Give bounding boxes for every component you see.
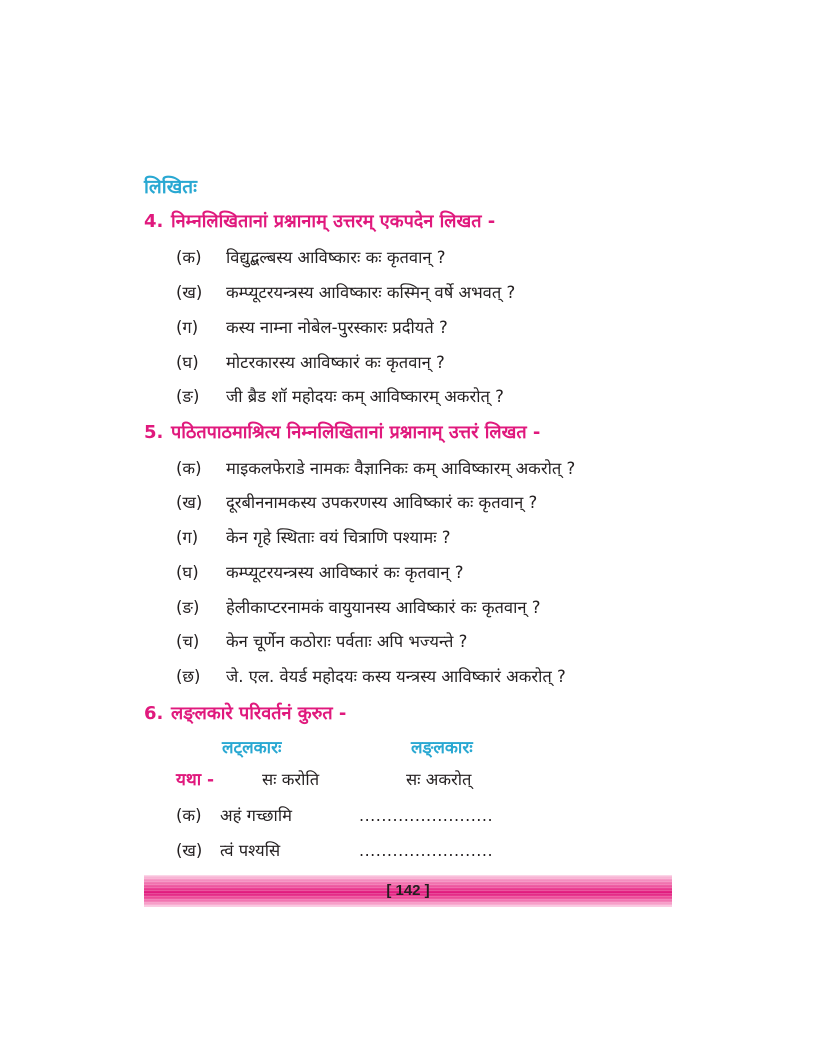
answer-blank: ........................ [359,841,494,860]
question-4-text: निम्नलिखितानां प्रश्नानाम् उत्तरम् एकपदेन लिखत - [171,211,496,232]
item-text: केन चूर्णेन कठोराः पर्वताः अपि भज्यन्ते ? [226,632,468,651]
item-marker: (घ) [176,353,199,372]
item-text: जे. एल. वेयर्ड महोदयः कस्य यन्त्रस्य आविष्कारं अकरोत् ? [226,667,566,686]
item-text: जी ब्रैड शॉ महोदयः कम् आविष्कारम् अकरोत् ? [226,387,504,406]
item-text: कम्प्यूटरयन्त्रस्य आविष्कारं कः कृतवान् ? [226,563,464,582]
item-text: अहं गच्छामि [220,806,292,825]
item-marker: (ग) [176,528,199,547]
question-5-title [144,420,540,444]
item-text: माइकलफेराडे नामकः वैज्ञानिकः कम् आविष्कारम् अकरोत् ? [226,459,576,478]
question-4-item [176,315,448,338]
question-5-item [176,629,467,652]
item-text: मोटरकारस्य आविष्कारं कः कृतवान् ? [226,353,445,372]
question-5-item [176,595,541,618]
item-marker: (छ) [176,667,201,686]
example-label: यथा - [176,770,215,790]
question-5-number: 5. [144,422,164,443]
page-number: [ 142 ] [386,882,430,899]
question-5-item [176,664,566,687]
question-5-text: पठितपाठमाश्रित्य निम्नलिखितानां प्रश्नानाम् उत्तरं लिखत - [171,422,541,443]
item-text: कम्प्यूटरयन्त्रस्य आविष्कारः कस्मिन् वर्षे अभवत् ? [226,283,516,302]
item-marker: (ङ) [176,387,200,406]
item-marker: (क) [176,459,202,478]
example-lang-form: सः अकरोत् [406,770,472,789]
question-4-item [176,280,515,303]
item-marker: (ङ) [176,598,200,617]
item-marker: (क) [176,248,202,267]
question-4-title [144,209,495,233]
item-marker: (च) [176,632,200,651]
question-5-item [176,560,464,583]
item-text: दूरबीननामकस्य उपकरणस्य आविष्कारं कः कृतवान् ? [226,493,538,512]
question-4-number: 4. [144,211,164,232]
item-marker: (घ) [176,563,199,582]
item-marker: (ख) [176,841,203,860]
section-heading: लिखितः [144,176,197,198]
answer-blank: ........................ [359,806,494,825]
question-4-item [176,245,446,268]
column-heading-lang: लङ्लकारः [411,738,473,758]
item-text: त्वं पश्यसि [220,841,281,860]
footer-band [144,875,672,907]
column-heading-lat: लट्लकारः [222,738,282,758]
question-5-item [176,525,451,548]
question-6-text: लङ्लकारे परिवर्तनं कुरुत - [171,703,347,724]
question-5-item [176,456,575,479]
item-text: हेलीकाप्टरनामकं वायुयानस्य आविष्कारं कः कृतवान् ? [226,598,541,617]
question-6-item [176,803,292,826]
item-marker: (ख) [176,283,203,302]
question-6-item [176,838,280,861]
item-marker: (ख) [176,493,203,512]
question-5-item [176,490,537,513]
question-6-number: 6. [144,703,164,724]
question-4-item [176,350,445,373]
item-text: केन गृहे स्थिताः वयं चित्राणि पश्यामः ? [226,528,451,547]
question-4-item [176,384,504,407]
item-marker: (क) [176,806,202,825]
item-text: विद्युद्बल्बस्य आविष्कारः कः कृतवान् ? [226,248,446,267]
question-6-title [144,701,346,725]
item-text: कस्य नाम्ना नोबेल-पुरस्कारः प्रदीयते ? [226,318,448,337]
item-marker: (ग) [176,318,199,337]
example-lat-form: सः करोति [262,770,320,789]
